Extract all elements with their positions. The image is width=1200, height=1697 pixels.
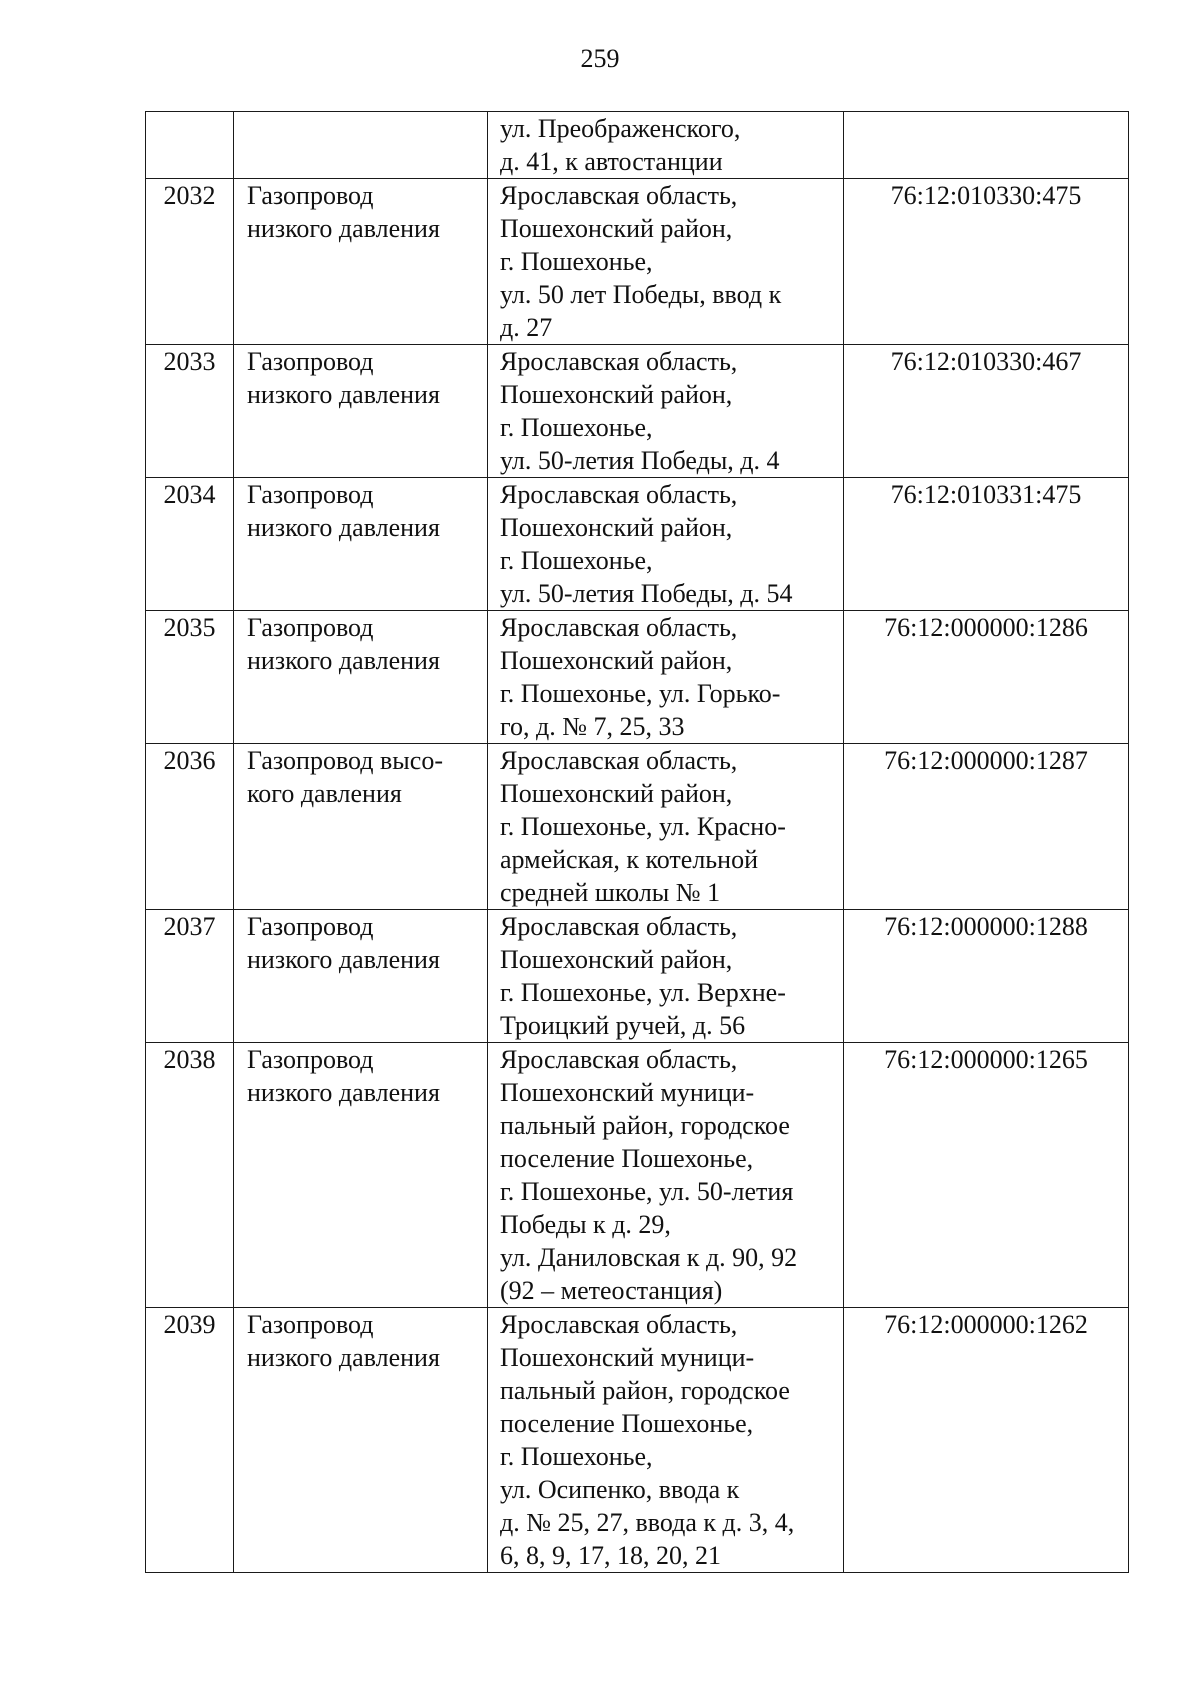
cell-name — [234, 910, 488, 1043]
name-line: низкого давления — [247, 513, 440, 542]
name-line: низкого давления — [247, 1078, 440, 1107]
gas-pipeline-registry-table — [145, 111, 1129, 1573]
cell-cadastral: 76:12:000000:1262 — [844, 1308, 1129, 1573]
address-line: Победы к д. 29, — [500, 1210, 671, 1239]
cell-cadastral: 76:12:000000:1286 — [844, 611, 1129, 744]
address-line: Пошехонский район, — [500, 646, 733, 675]
address-line: г. Пошехонье, — [500, 1442, 653, 1471]
address-line: ул. Преображенского, — [500, 114, 741, 143]
cell-name — [234, 478, 488, 611]
address-line: ул. Осипенко, ввода к — [500, 1475, 740, 1504]
cell-number — [146, 112, 234, 179]
cell-address — [488, 478, 844, 611]
address-line: Троицкий ручей, д. 56 — [500, 1011, 746, 1040]
cell-name — [234, 179, 488, 345]
cell-cadastral: 76:12:000000:1265 — [844, 1043, 1129, 1308]
table-row — [146, 345, 1129, 478]
name-line: Газопровод — [247, 347, 374, 376]
address-line: Пошехонский район, — [500, 513, 733, 542]
address-line: Пошехонский район, — [500, 945, 733, 974]
name-line: низкого давления — [247, 1343, 440, 1372]
cell-name — [234, 112, 488, 179]
cell-address — [488, 611, 844, 744]
name-line: кого давления — [247, 779, 402, 808]
cell-name — [234, 1308, 488, 1573]
address-line: ул. 50 лет Победы, ввод к — [500, 280, 782, 309]
address-line: г. Пошехонье, ул. 50-летия — [500, 1177, 794, 1206]
table-body — [146, 112, 1129, 1573]
address-line: г. Пошехонье, — [500, 413, 653, 442]
cell-name — [234, 1043, 488, 1308]
address-line: ул. Даниловская к д. 90, 92 — [500, 1243, 798, 1272]
page-number: 259 — [580, 44, 620, 73]
continuation-row — [146, 112, 1129, 179]
name-line: низкого давления — [247, 380, 440, 409]
cell-number: 2035 — [146, 611, 234, 744]
cell-address — [488, 910, 844, 1043]
address-line: Пошехонский район, — [500, 779, 733, 808]
table-row — [146, 744, 1129, 910]
address-line: ул. 50-летия Победы, д. 54 — [500, 579, 793, 608]
cell-number: 2037 — [146, 910, 234, 1043]
cell-name — [234, 611, 488, 744]
address-line: г. Пошехонье, ул. Красно- — [500, 812, 786, 841]
cell-address — [488, 345, 844, 478]
address-line: Ярославская область, — [500, 746, 738, 775]
name-line: низкого давления — [247, 214, 440, 243]
address-line: Ярославская область, — [500, 912, 738, 941]
cell-number: 2033 — [146, 345, 234, 478]
cell-address — [488, 1043, 844, 1308]
address-line: пальный район, городское — [500, 1376, 790, 1405]
cell-number: 2032 — [146, 179, 234, 345]
cell-cadastral: 76:12:000000:1288 — [844, 910, 1129, 1043]
address-line: д. № 25, 27, ввода к д. 3, 4, — [500, 1508, 795, 1537]
table-row — [146, 179, 1129, 345]
address-line: го, д. № 7, 25, 33 — [500, 712, 685, 741]
table-row — [146, 1308, 1129, 1573]
address-line: г. Пошехонье, ул. Верхне- — [500, 978, 786, 1007]
address-line: (92 – метеостанция) — [500, 1276, 723, 1305]
address-line: г. Пошехонье, ул. Горько- — [500, 679, 781, 708]
cell-cadastral: 76:12:010331:475 — [844, 478, 1129, 611]
name-line: Газопровод — [247, 613, 374, 642]
address-line: пальный район, городское — [500, 1111, 790, 1140]
cell-number: 2038 — [146, 1043, 234, 1308]
address-line: ул. 50-летия Победы, д. 4 — [500, 446, 780, 475]
cell-cadastral: 76:12:000000:1287 — [844, 744, 1129, 910]
cell-number: 2039 — [146, 1308, 234, 1573]
table-row — [146, 478, 1129, 611]
address-line: Пошехонский муници- — [500, 1343, 755, 1372]
address-line: армейская, к котельной — [500, 845, 758, 874]
cell-name — [234, 345, 488, 478]
address-line: г. Пошехонье, — [500, 247, 653, 276]
address-line: поселение Пошехонье, — [500, 1409, 754, 1438]
cell-number: 2036 — [146, 744, 234, 910]
cell-number: 2034 — [146, 478, 234, 611]
cell-name — [234, 744, 488, 910]
address-line: Пошехонский район, — [500, 214, 733, 243]
address-line: средней школы № 1 — [500, 878, 721, 907]
name-line: Газопровод — [247, 1310, 374, 1339]
table-row — [146, 611, 1129, 744]
address-line: поселение Пошехонье, — [500, 1144, 754, 1173]
address-line: г. Пошехонье, — [500, 546, 653, 575]
cell-cadastral — [844, 112, 1129, 179]
table-row — [146, 1043, 1129, 1308]
cell-address — [488, 112, 844, 179]
name-line: Газопровод — [247, 912, 374, 941]
table-row — [146, 910, 1129, 1043]
name-line: Газопровод — [247, 1045, 374, 1074]
cell-address — [488, 744, 844, 910]
address-line: д. 27 — [500, 313, 553, 342]
name-line: низкого давления — [247, 945, 440, 974]
name-line: низкого давления — [247, 646, 440, 675]
cell-cadastral: 76:12:010330:475 — [844, 179, 1129, 345]
address-line: Ярославская область, — [500, 480, 738, 509]
cell-address — [488, 179, 844, 345]
address-line: Ярославская область, — [500, 181, 738, 210]
address-line: Пошехонский муници- — [500, 1078, 755, 1107]
address-line: 6, 8, 9, 17, 18, 20, 21 — [500, 1541, 721, 1570]
address-line: Ярославская область, — [500, 613, 738, 642]
name-line: Газопровод — [247, 480, 374, 509]
name-line: Газопровод высо- — [247, 746, 443, 775]
address-line: Ярославская область, — [500, 1310, 738, 1339]
address-line: Ярославская область, — [500, 1045, 738, 1074]
name-line: Газопровод — [247, 181, 374, 210]
cell-cadastral: 76:12:010330:467 — [844, 345, 1129, 478]
address-line: Пошехонский район, — [500, 380, 733, 409]
address-line: д. 41, к автостанции — [500, 147, 723, 176]
address-line: Ярославская область, — [500, 347, 738, 376]
cell-address — [488, 1308, 844, 1573]
